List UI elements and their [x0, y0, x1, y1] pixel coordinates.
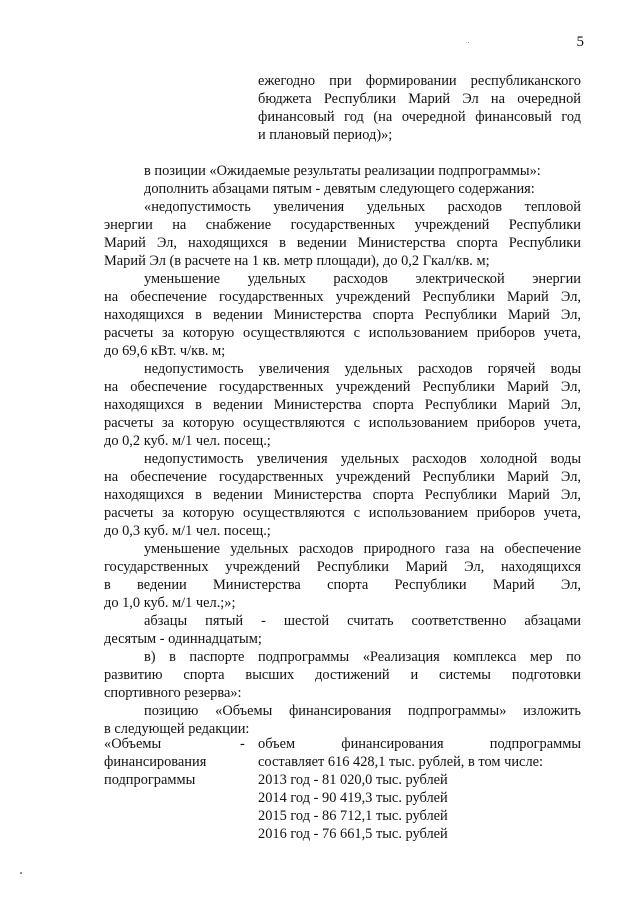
- text-line: до 1,0 куб. м/1 чел.;»;: [104, 595, 236, 611]
- text-line: расчеты за которую осуществляются с использованием приборов учета,: [104, 505, 581, 521]
- text-line: в следующей редакции:: [104, 721, 250, 737]
- text-line: 2015 год - 86 712,1 тыс. рублей: [258, 808, 448, 824]
- text-line: уменьшение удельных расходов природного газа на обеспечение: [144, 541, 581, 557]
- financing-value: [258, 735, 581, 843]
- text-line: составляет 616 428,1 тыс. рублей, в том числе:: [258, 754, 544, 770]
- text-line: в ведении Министерства спорта Республики Марий Эл,: [104, 577, 581, 593]
- text-line: «Объемы: [104, 736, 162, 752]
- text-line: ежегодно при формировании республиканского: [258, 73, 581, 89]
- text-line: на обеспечение государственных учреждений Республики Марий Эл,: [104, 289, 581, 305]
- text-line: 2014 год - 90 419,3 тыс. рублей: [258, 790, 448, 806]
- text-line: до 0,2 куб. м/1 чел. посещ.;: [104, 433, 271, 449]
- text-line: абзацы пятый - шестой считать соответственно абзацами: [144, 613, 581, 629]
- text-line: бюджета Республики Марий Эл на очередной: [258, 91, 581, 107]
- financing-table-row: [104, 735, 581, 843]
- text-line: государственных учреждений Республики Марий Эл, находящихся: [104, 559, 581, 575]
- financing-label: [104, 735, 240, 843]
- text-line: дополнить абзацами пятым - девятым следующего содержания:: [144, 181, 535, 197]
- text-line: в позиции «Ожидаемые результаты реализации подпрограммы»:: [144, 163, 541, 179]
- text-line: недопустимость увеличения удельных расходов холодной воды: [144, 451, 581, 467]
- text-line: Марий Эл (в расчете на 1 кв. метр площади), до 0,2 Гкал/кв. м;: [104, 253, 490, 269]
- scan-speck: [20, 872, 22, 874]
- text-line: спортивного резерва»:: [104, 685, 242, 701]
- text-line: позицию «Объемы финансирования подпрограммы» изложить: [144, 703, 581, 719]
- text-line: 2016 год - 76 661,5 тыс. рублей: [258, 826, 448, 842]
- text-line: развитию спорта высших достижений и системы подготовки: [104, 667, 581, 683]
- text-line: до 69,6 кВт. ч/кв. м;: [104, 343, 226, 359]
- scan-speck: [468, 42, 469, 43]
- text-line: недопустимость увеличения удельных расходов горячей воды: [144, 361, 581, 377]
- text-line: финансирования: [104, 754, 207, 770]
- text-line: энергии на снабжение государственных учреждений Республики: [104, 217, 581, 233]
- text-line: и плановый период)»;: [258, 127, 393, 143]
- continuation-paragraph: [258, 72, 581, 144]
- text-line: находящихся в ведении Министерства спорта Республики Марий Эл,: [104, 487, 581, 503]
- text-line: уменьшение удельных расходов электрической энергии: [144, 271, 581, 287]
- page-number: 5: [576, 34, 584, 50]
- text-line: на обеспечение государственных учреждений Республики Марий Эл,: [104, 469, 581, 485]
- text-line: объем финансирования подпрограммы: [258, 736, 581, 752]
- text-line: расчеты за которую осуществляются с использованием приборов учета,: [104, 325, 581, 341]
- text-line: расчеты за которую осуществляются с использованием приборов учета,: [104, 415, 581, 431]
- text-line: находящихся в ведении Министерства спорта Республики Марий Эл,: [104, 307, 581, 323]
- text-line: на обеспечение государственных учреждений Республики Марий Эл,: [104, 379, 581, 395]
- text-line: Марий Эл, находящихся в ведении Министерства спорта Республики: [104, 235, 581, 251]
- dash-separator: -: [240, 736, 245, 752]
- document-body: [104, 162, 581, 738]
- text-line: до 0,3 куб. м/1 чел. посещ.;: [104, 523, 271, 539]
- text-line: подпрограммы: [104, 772, 196, 788]
- text-line: «недопустимость увеличения удельных расходов тепловой: [144, 199, 581, 215]
- text-line: финансовый год (на очередной финансовый год: [258, 109, 581, 125]
- text-line: 2013 год - 81 020,0 тыс. рублей: [258, 772, 448, 788]
- text-line: в) в паспорте подпрограммы «Реализация комплекса мер по: [144, 649, 581, 665]
- text-line: десятым - одиннадцатым;: [104, 631, 262, 647]
- text-line: находящихся в ведении Министерства спорта Республики Марий Эл,: [104, 397, 581, 413]
